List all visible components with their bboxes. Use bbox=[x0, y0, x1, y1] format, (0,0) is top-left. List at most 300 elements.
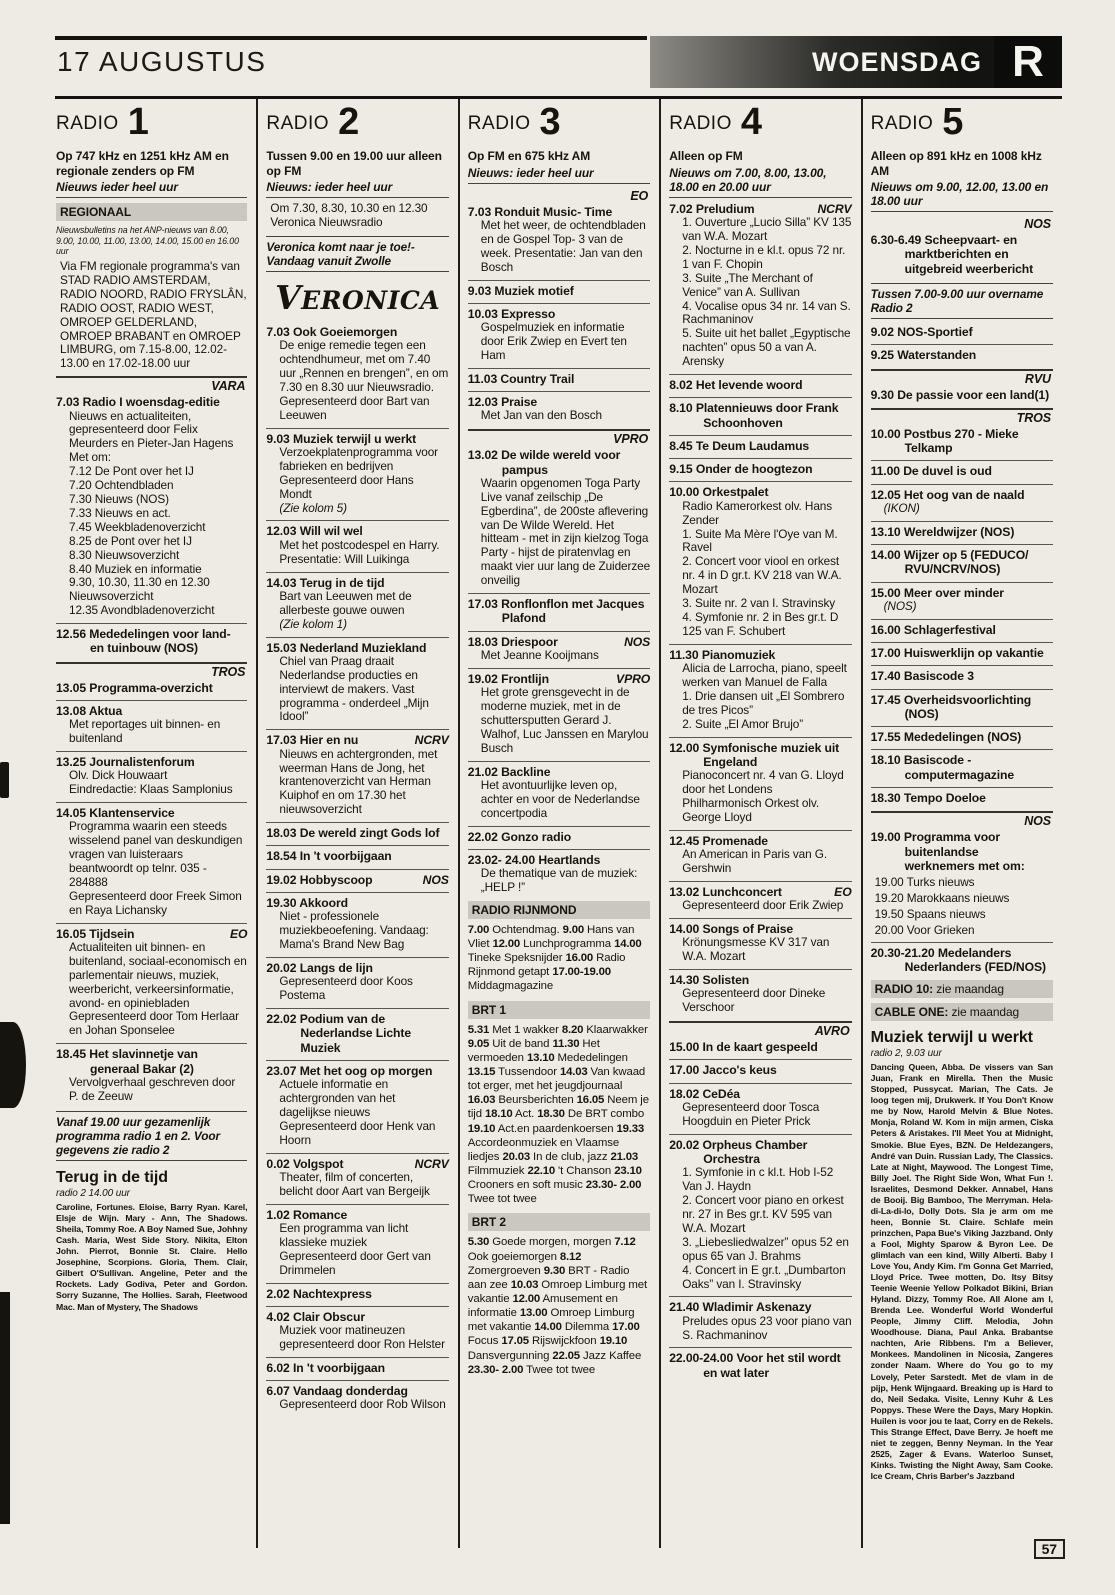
program-titleline bbox=[266, 1208, 448, 1222]
feature-subtitle: radio 2, 9.03 uur bbox=[870, 1048, 942, 1060]
program-time: 6.02 bbox=[266, 1360, 290, 1375]
frequency-info: Op FM en 675 kHz AM bbox=[467, 149, 591, 164]
page-header bbox=[55, 36, 1062, 88]
program-entry bbox=[266, 957, 448, 1004]
program-description: Gepresenteerd door Tosca Hoogduin en Pieter Prick bbox=[682, 1099, 820, 1128]
program-time: 14.00 bbox=[669, 921, 700, 936]
header-rule bbox=[55, 36, 647, 40]
program-description: 1. Symfonie in c kl.t. Hob I-52 Van J. Haydn bbox=[682, 1165, 834, 1194]
program-description: 7.30 Nieuws (NOS) bbox=[69, 491, 169, 506]
program-title: Vandaag donderdag bbox=[293, 1384, 408, 1399]
program-title: Expresso bbox=[501, 306, 556, 321]
program-title: Wladimir Askenazy bbox=[702, 1300, 812, 1315]
program-time: 16.05 bbox=[56, 926, 86, 941]
program-time: 22.00-24.00 bbox=[669, 1351, 734, 1366]
program-titleline bbox=[871, 623, 1053, 637]
program-time: 7.02 bbox=[669, 201, 693, 216]
program-titleline bbox=[266, 1012, 448, 1055]
program-description: 2. Concert voor piano en orkest nr. 27 in Bes gr.t. KV 595 van W.A. Mozart bbox=[682, 1193, 844, 1235]
program-entry bbox=[266, 845, 448, 864]
program-entry bbox=[871, 689, 1053, 723]
station-word: RADIO bbox=[56, 113, 119, 135]
program-title: Mededelingen voor land- en tuinbouw (NOS) bbox=[89, 627, 231, 656]
program-entry bbox=[56, 1043, 247, 1104]
program-title: Nederland Muziekland bbox=[299, 640, 427, 655]
section-header bbox=[468, 1001, 650, 1019]
program-time: 10.00 bbox=[669, 485, 700, 500]
program-title: Promenade bbox=[702, 833, 768, 848]
program-title: De duvel is oud bbox=[903, 464, 992, 479]
program-title: Schlagerfestival bbox=[903, 622, 996, 637]
program-description: Pianoconcert nr. 4 van G. Lloyd door het Londens Philharmonisch Orkest olv. George Lloyd bbox=[682, 768, 844, 824]
radio-column-2 bbox=[256, 99, 457, 1548]
program-entry bbox=[468, 593, 650, 627]
program-title: Will wil wel bbox=[299, 524, 363, 539]
program-entry bbox=[871, 619, 1053, 638]
program-time: 8.10 bbox=[669, 401, 693, 416]
broadcaster-label: VPRO bbox=[468, 429, 650, 448]
program-titleline bbox=[669, 1063, 851, 1077]
program-description: Actuele informatie en achtergronden van het dagelijkse nieuws bbox=[279, 1077, 396, 1119]
program-titleline bbox=[871, 548, 1053, 577]
program-entry bbox=[871, 582, 1053, 615]
section-header bbox=[56, 203, 247, 221]
program-titleline bbox=[669, 741, 851, 770]
program-titleline bbox=[871, 693, 1053, 722]
program-description: 8.30 Nieuwsoverzicht bbox=[69, 547, 180, 562]
program-title: Postbus 270 - Mieke Telkamp bbox=[903, 426, 1019, 456]
program-title: In 't voorbijgaan bbox=[293, 1360, 385, 1375]
broadcaster-inline: NCRV bbox=[414, 1156, 449, 1171]
program-entry bbox=[468, 391, 650, 424]
program-title: Overheidsvoorlichting (NOS) bbox=[903, 692, 1032, 721]
section-header bbox=[468, 1213, 650, 1231]
broadcaster-label: NOS bbox=[1024, 217, 1051, 232]
feature-box bbox=[56, 1169, 247, 1312]
program-title: Podium van de Nederlandse Lichte Muziek bbox=[299, 1012, 412, 1055]
program-titleline bbox=[266, 1310, 448, 1324]
program-entry bbox=[871, 460, 1053, 479]
program-titleline bbox=[468, 372, 650, 386]
section-title: RADIO 10: bbox=[874, 982, 934, 997]
program-description: Chiel van Praag draait Nederlandse producties en interviewt de makers. Vast programma - onderdeel „Mijn Idool” bbox=[279, 653, 429, 724]
program-time: 4.02 bbox=[266, 1309, 290, 1324]
program-entry bbox=[266, 1060, 448, 1149]
program-time: 19.02 bbox=[467, 671, 498, 686]
program-time: 18.03 bbox=[467, 634, 498, 649]
program-description: Nieuws en achtergronden, met weerman Hans de Jong, het krantenoverzicht van Herman Kuiphof en om 17.30 het nieuwsoverzicht bbox=[279, 746, 438, 817]
program-time: 21.40 bbox=[669, 1300, 700, 1315]
program-description: Programma waarin een steeds wisselend panel van deskundigen vragen van luisteraars beantwoordt op telnr. 035 - 284888 bbox=[69, 819, 243, 889]
program-time: 0.02 bbox=[266, 1156, 290, 1171]
program-title: Langs de lijn bbox=[299, 960, 373, 975]
program-entry bbox=[871, 325, 1053, 340]
program-description: 1. Ouverture „Lucio Silla” KV 135 van W.A. Mozart bbox=[682, 215, 852, 244]
program-time: 7.03 bbox=[266, 324, 290, 339]
program-titleline bbox=[468, 307, 650, 321]
program-time: 1.02 bbox=[266, 1207, 290, 1222]
program-title: Country Trail bbox=[500, 371, 575, 386]
program-titleline bbox=[56, 627, 247, 656]
notice-text: Tussen 7.00-9.00 uur overname Radio 2 bbox=[871, 283, 1053, 319]
program-time: 16.00 bbox=[870, 622, 901, 637]
program-title: Jacco's keus bbox=[702, 1063, 777, 1078]
program-title: Basiscode - computermagazine bbox=[903, 753, 1015, 782]
program-title: Hier en nu bbox=[299, 733, 359, 748]
program-title: De wereld zingt Gods lof bbox=[299, 826, 440, 841]
program-description: (IKON) bbox=[883, 500, 920, 515]
program-entry bbox=[871, 427, 1053, 457]
program-time: 12.05 bbox=[870, 487, 901, 502]
program-title: Scheepvaart- en marktberichten en uitgebreid weerbericht bbox=[904, 233, 1034, 276]
program-time: 13.02 bbox=[467, 448, 498, 463]
program-time: 13.08 bbox=[56, 703, 86, 718]
program-description: 3. Suite „The Merchant of Venice” van A. Sullivan bbox=[682, 270, 813, 299]
feature-box bbox=[871, 1029, 1053, 1482]
program-title: Clair Obscur bbox=[293, 1309, 365, 1324]
program-description: (NOS) bbox=[883, 598, 917, 613]
program-description: Het avontuurlijke leven op, achter en voor de Nederlandse concertpodia bbox=[480, 777, 640, 820]
station-number: 5 bbox=[942, 101, 964, 143]
broadcaster-inline: VPRO bbox=[616, 671, 651, 686]
program-titleline bbox=[468, 830, 650, 844]
program-time: 18.45 bbox=[56, 1047, 86, 1062]
program-title: Klantenservice bbox=[89, 806, 175, 821]
program-title: De wilde wereld voor pampus bbox=[501, 448, 621, 477]
program-titleline bbox=[669, 202, 851, 216]
program-entry bbox=[266, 325, 448, 424]
program-entry bbox=[56, 751, 247, 798]
section-title: BRT 2 bbox=[471, 1215, 506, 1230]
program-entry bbox=[871, 233, 1053, 277]
program-time: 7.03 bbox=[56, 395, 80, 410]
program-description: 7.45 Weekbladenoverzicht bbox=[69, 519, 206, 534]
program-description: Actualiteiten uit binnen- en buitenland, sociaal-economisch en parlementair nieuws, muziek, weerbericht, verkeersinformatie, avond- en opiniebladen bbox=[69, 939, 247, 1010]
news-times: Nieuws om 9.00, 12.00, 13.00 en 18.00 uur bbox=[871, 180, 1053, 212]
program-entry bbox=[669, 202, 851, 370]
program-time: 14.30 bbox=[669, 973, 700, 988]
program-titleline bbox=[468, 765, 650, 779]
news-times: Nieuws: ieder heel uur bbox=[266, 180, 448, 198]
program-titleline bbox=[669, 1300, 851, 1314]
program-description: An American in Paris van G. Gershwin bbox=[682, 846, 828, 875]
program-time: 18.03 bbox=[266, 826, 297, 841]
info-text: 19.20 Marokkaans nieuws bbox=[874, 890, 1010, 905]
program-description: Eindredactie: Klaas Samplonius bbox=[69, 782, 233, 797]
program-entry bbox=[669, 397, 851, 431]
program-titleline bbox=[669, 401, 851, 430]
news-times: Nieuws ieder heel uur bbox=[56, 180, 247, 198]
program-titleline bbox=[669, 885, 851, 899]
program-entry bbox=[669, 1347, 851, 1381]
section-subtext: zie maandag bbox=[948, 1005, 1020, 1020]
program-time: 12.00 bbox=[669, 740, 700, 755]
program-title: Programma-overzicht bbox=[89, 680, 213, 695]
program-entry bbox=[266, 1380, 448, 1413]
section-subtext: zie maandag bbox=[933, 982, 1004, 997]
page-number: 57 bbox=[1034, 1539, 1065, 1559]
program-entry bbox=[266, 637, 448, 726]
radio-column-4 bbox=[659, 99, 860, 1548]
program-description: 2. Concert voor viool en orkest nr. 4 in D gr.t. KV 218 van W.A. Mozart bbox=[682, 554, 842, 597]
program-title: Medelanders Nederlanders (FED/NOS) bbox=[904, 945, 1046, 974]
program-description: 3. „Liebesliedwalzer” opus 52 en opus 65 van J. Brahms bbox=[682, 1234, 849, 1263]
program-time: 17.03 bbox=[467, 597, 498, 612]
frequency-info: Alleen op 891 kHz en 1008 kHz AM bbox=[870, 149, 1042, 178]
program-description: 1. Suite Ma Mère l'Oye van M. Ravel bbox=[682, 526, 838, 555]
magazine-r-logo: R bbox=[994, 36, 1062, 88]
program-title: Preludium bbox=[695, 201, 755, 216]
column-header bbox=[266, 101, 448, 143]
program-description: 5. Suite uit het ballet „Egyptische nachten” opus 50 a van A. Arensky bbox=[682, 326, 851, 369]
program-title: Radio I woensdag-editie bbox=[82, 395, 220, 410]
program-description: 3. Suite nr. 2 van I. Stravinsky bbox=[682, 596, 836, 611]
program-time: 22.02 bbox=[467, 829, 498, 844]
program-title: Muziek terwijl u werkt bbox=[293, 431, 417, 446]
program-entry bbox=[468, 849, 650, 896]
program-description: Met het weer, de ochtendbladen en de Gospel Top- 3 van de week. Presentatie: Jan van den Bosch bbox=[480, 217, 646, 274]
program-titleline bbox=[266, 1064, 448, 1078]
program-description: (Zie kolom 1) bbox=[279, 616, 347, 631]
program-title: Het levende woord bbox=[695, 378, 803, 393]
program-titleline bbox=[266, 849, 448, 863]
program-titleline bbox=[669, 1351, 851, 1380]
program-entry bbox=[669, 969, 851, 1016]
program-entry bbox=[56, 623, 247, 657]
program-time: 13.02 bbox=[669, 884, 700, 899]
feature-title: Muziek terwijl u werkt bbox=[870, 1029, 1033, 1047]
broadcaster-inline: EO bbox=[229, 926, 248, 941]
program-title: Gonzo radio bbox=[501, 829, 572, 844]
program-titleline bbox=[266, 826, 448, 840]
section-title: BRT 1 bbox=[471, 1002, 506, 1017]
program-entry bbox=[56, 681, 247, 696]
program-title: Voor het stil wordt en wat later bbox=[703, 1351, 841, 1380]
program-entry bbox=[266, 1008, 448, 1056]
program-title: Lunchconcert bbox=[702, 884, 782, 899]
program-title: Hobbyscoop bbox=[299, 872, 373, 887]
program-entry bbox=[669, 458, 851, 477]
program-time: 7.03 bbox=[467, 204, 492, 219]
program-titleline bbox=[266, 1361, 448, 1375]
program-time: 23.02- 24.00 bbox=[467, 852, 536, 867]
veronica-logo: VERONICA bbox=[275, 277, 441, 317]
program-entry bbox=[871, 521, 1053, 540]
program-title: Programma voor buitenlandse werknemers met om: bbox=[903, 830, 1025, 873]
program-description: 9.30, 10.30, 11.30 en 12.30 Nieuwsoverzicht bbox=[69, 575, 210, 604]
program-title: Praise bbox=[501, 395, 538, 410]
program-time: 8.02 bbox=[669, 378, 693, 393]
station-word: RADIO bbox=[266, 113, 330, 135]
program-time: 13.10 bbox=[870, 524, 901, 539]
program-titleline bbox=[56, 755, 247, 769]
program-entry bbox=[468, 280, 650, 299]
program-entry bbox=[468, 205, 650, 276]
notice-text: Vanaf 19.00 uur gezamenlijk programma radio 1 en 2. Voor gegevens zie radio 2 bbox=[56, 1111, 247, 1161]
program-entry bbox=[669, 374, 851, 393]
program-entry bbox=[871, 344, 1053, 363]
program-entry bbox=[871, 830, 1053, 874]
station-number: 3 bbox=[539, 101, 561, 143]
program-entry bbox=[669, 435, 851, 454]
program-titleline bbox=[871, 730, 1053, 744]
broadcaster-label: AVRO bbox=[669, 1021, 851, 1040]
compact-listing: 5.31 Met 1 wakker 8.20 Klaarwakker 9.05 Uit de band 11.30 Het vermoeden 13.10 Mededelingen 13.15 Tussendoor 14.03 Van kwaad tot erger, met het jeugdjournaal 16.03 Beursberichten 16.05 Neem je tijd 18.10 Act. 18.30 De BRT combo 19.10 Act.en paardenkoersen 19.33 Accordeonmuziek en Vlaamse liedjes 20.03 In de club, jazz 21.03 Filmmuziek 22.10 't Chanson 23.10 Crooners en soft music 23.30- 2.00 Twee tot twee bbox=[467, 1023, 649, 1206]
program-columns bbox=[55, 96, 1062, 1548]
program-titleline bbox=[266, 1157, 448, 1171]
program-entry bbox=[871, 665, 1053, 684]
program-entry bbox=[468, 668, 650, 757]
program-entry bbox=[669, 644, 851, 733]
program-entry bbox=[871, 726, 1053, 745]
program-time: 20.30-21.20 bbox=[870, 945, 935, 960]
program-title: In 't voorbijgaan bbox=[299, 849, 392, 864]
program-title: Tempo Doeloe bbox=[903, 790, 986, 805]
program-description: Het grote grensgevecht in de moderne muziek, met in de schuttersputten Gerard J. Walhof, Luc Janssen en Marylou Busch bbox=[480, 685, 649, 755]
program-titleline bbox=[56, 806, 247, 820]
program-time: 11.00 bbox=[870, 464, 900, 479]
radio-column-1 bbox=[55, 99, 256, 1548]
column-header bbox=[56, 101, 247, 143]
column-header bbox=[669, 101, 851, 143]
program-time: 9.03 bbox=[467, 283, 492, 298]
program-entry bbox=[468, 303, 650, 364]
broadcaster-inline: NCRV bbox=[414, 733, 449, 748]
program-titleline bbox=[266, 325, 448, 339]
column-header bbox=[870, 101, 1053, 143]
program-titleline bbox=[56, 704, 247, 718]
program-time: 19.30 bbox=[266, 895, 297, 910]
program-entry bbox=[669, 918, 851, 965]
section-header bbox=[468, 901, 650, 919]
feature-songlist: Caroline, Fortunes. Eloise, Barry Ryan. Karel, Elsje de Wijn. Mary - Ann, The Shadows. Sheila, Tommy Roe. A Boy Named Sue, Johhny Cash. Maria, West Side Story. Nikita, Elton John. Pierrot, Bonnie St. Claire. Hello Josephine, Scorpions. Gloria, Them. Clair, Gilbert O'Sullivan. Angeline, Peter and the Rockets. Lady Godiva, Peter and Gordon. Sorry Suzanne, The Hollies. Sarah, Fleetwood Mac. Man of Mystery, The Shadows bbox=[56, 1202, 248, 1312]
program-titleline bbox=[468, 205, 650, 219]
fine-print: Nieuwsbulletins na het ANP-nieuws van 8.00, 9.00, 10.00, 11.00, 13.00, 14.00, 15.00 en 16.00 uur bbox=[56, 224, 239, 257]
program-description: 7.20 Ochtendbladen bbox=[69, 478, 174, 493]
info-text: 19.50 Spaans nieuws bbox=[874, 906, 986, 921]
program-entry bbox=[871, 642, 1053, 661]
broadcaster-label: RVU bbox=[871, 369, 1053, 388]
program-title: Romance bbox=[293, 1207, 348, 1222]
program-titleline bbox=[669, 439, 851, 453]
program-entry bbox=[669, 1059, 851, 1078]
program-description: 8.25 de Pont over het IJ bbox=[69, 533, 192, 548]
program-time: 17.55 bbox=[870, 730, 901, 745]
program-entry bbox=[266, 1204, 448, 1279]
program-title: Songs of Praise bbox=[702, 921, 794, 936]
program-entry bbox=[56, 700, 247, 747]
program-titleline bbox=[266, 1384, 448, 1398]
broadcaster-label: NOS bbox=[871, 811, 1053, 830]
program-titleline bbox=[871, 388, 1053, 402]
program-titleline bbox=[468, 597, 650, 626]
broadcaster-inline: NOS bbox=[422, 872, 449, 887]
scan-artifact bbox=[0, 1022, 26, 1108]
program-titleline bbox=[871, 464, 1053, 478]
program-titleline bbox=[871, 325, 1053, 339]
program-title: CeDéa bbox=[702, 1086, 740, 1101]
program-description: (Zie kolom 5) bbox=[279, 500, 347, 515]
program-description: Gospelmuziek en informatie door Erik Zwiep en Evert ten Ham bbox=[480, 320, 627, 362]
program-titleline bbox=[669, 834, 851, 848]
program-title: Driespoor bbox=[501, 634, 558, 649]
program-titleline bbox=[871, 488, 1053, 502]
program-title: Journalistenforum bbox=[89, 755, 195, 769]
compact-listing: 7.00 Ochtendmag. 9.00 Hans van Vliet 12.00 Lunchprogramma 14.00 Tineke Speksnijder 16.00 Radio Rijnmond getapt 17.00-19.00 Middagmagazine bbox=[467, 923, 642, 993]
program-description: De thematique van de muziek: „HELP !” bbox=[480, 866, 638, 894]
program-entry bbox=[871, 787, 1053, 806]
broadcaster-inline: NCRV bbox=[817, 201, 852, 216]
program-time: 10.03 bbox=[467, 306, 498, 321]
program-entry bbox=[871, 388, 1053, 403]
broadcaster-label: TROS bbox=[871, 408, 1053, 427]
program-entry bbox=[266, 1153, 448, 1200]
program-description: Preludes opus 23 voor piano van S. Rachmaninov bbox=[682, 1313, 852, 1342]
notice-text: Veronica komt naar je toe!- Vandaag vanuit Zwolle bbox=[266, 236, 448, 272]
program-time: 21.02 bbox=[467, 764, 498, 779]
program-title: Tijdsein bbox=[89, 926, 135, 941]
program-description: Theater, film of concerten, belicht door Aart van Bergeijk bbox=[279, 1169, 430, 1198]
program-entry bbox=[871, 942, 1053, 976]
broadcaster-inline: EO bbox=[834, 884, 852, 899]
program-description: Met het postcodespel en Harry. Presentatie: Will Luikinga bbox=[279, 537, 440, 566]
program-time: 22.02 bbox=[266, 1012, 297, 1026]
program-entry bbox=[871, 749, 1053, 783]
program-description: Gepresenteerd door Rob Wilson bbox=[279, 1397, 446, 1412]
program-entry bbox=[56, 923, 247, 1040]
program-titleline bbox=[266, 961, 448, 975]
program-entry bbox=[266, 572, 448, 633]
program-title: Solisten bbox=[702, 973, 750, 988]
station-word: RADIO bbox=[467, 113, 531, 135]
program-title: Wereldwijzer (NOS) bbox=[903, 524, 1015, 539]
program-entry bbox=[56, 802, 247, 919]
program-entry bbox=[266, 822, 448, 841]
program-time: 17.03 bbox=[266, 733, 297, 748]
feature-subtitle: radio 2 14.00 uur bbox=[56, 1188, 130, 1200]
program-entry bbox=[468, 826, 650, 845]
program-entry bbox=[56, 395, 247, 619]
section-title: CABLE ONE: bbox=[874, 1005, 949, 1020]
program-entry bbox=[266, 869, 448, 888]
program-time: 9.25 bbox=[870, 348, 894, 363]
program-time: 12.03 bbox=[266, 524, 297, 539]
program-time: 13.25 bbox=[56, 755, 86, 769]
news-times: Nieuws: ieder heel uur bbox=[468, 166, 650, 184]
program-description: Met Jan van den Bosch bbox=[480, 408, 602, 423]
program-titleline bbox=[468, 672, 650, 686]
program-description: 8.40 Muziek en informatie bbox=[69, 561, 202, 576]
program-titleline bbox=[468, 853, 650, 867]
program-entry bbox=[871, 484, 1053, 517]
program-titleline bbox=[669, 462, 851, 476]
feature-title: Terug in de tijd bbox=[56, 1169, 168, 1187]
program-description: 7.12 De Pont over het IJ bbox=[69, 464, 194, 479]
program-entry bbox=[468, 368, 650, 387]
program-title: Frontlijn bbox=[501, 671, 549, 686]
program-time: 17.40 bbox=[870, 669, 901, 684]
program-entry bbox=[871, 544, 1053, 578]
program-titleline bbox=[266, 576, 448, 590]
program-description: Gepresenteerd door Henk van Hoorn bbox=[279, 1118, 436, 1147]
info-text: Om 7.30, 8.30, 10.30 en 12.30 Veronica Nieuwsradio bbox=[270, 200, 428, 229]
program-titleline bbox=[266, 524, 448, 538]
program-entry bbox=[266, 729, 448, 818]
program-title: Meer over minder bbox=[903, 585, 1004, 600]
program-time: 20.02 bbox=[266, 960, 297, 975]
program-description: 4. Symfonie nr. 2 in Bes gr.t. D 125 van F. Schubert bbox=[682, 609, 839, 638]
program-description: Gepresenteerd door Freek Simon en Raya Lichansky bbox=[69, 888, 242, 917]
